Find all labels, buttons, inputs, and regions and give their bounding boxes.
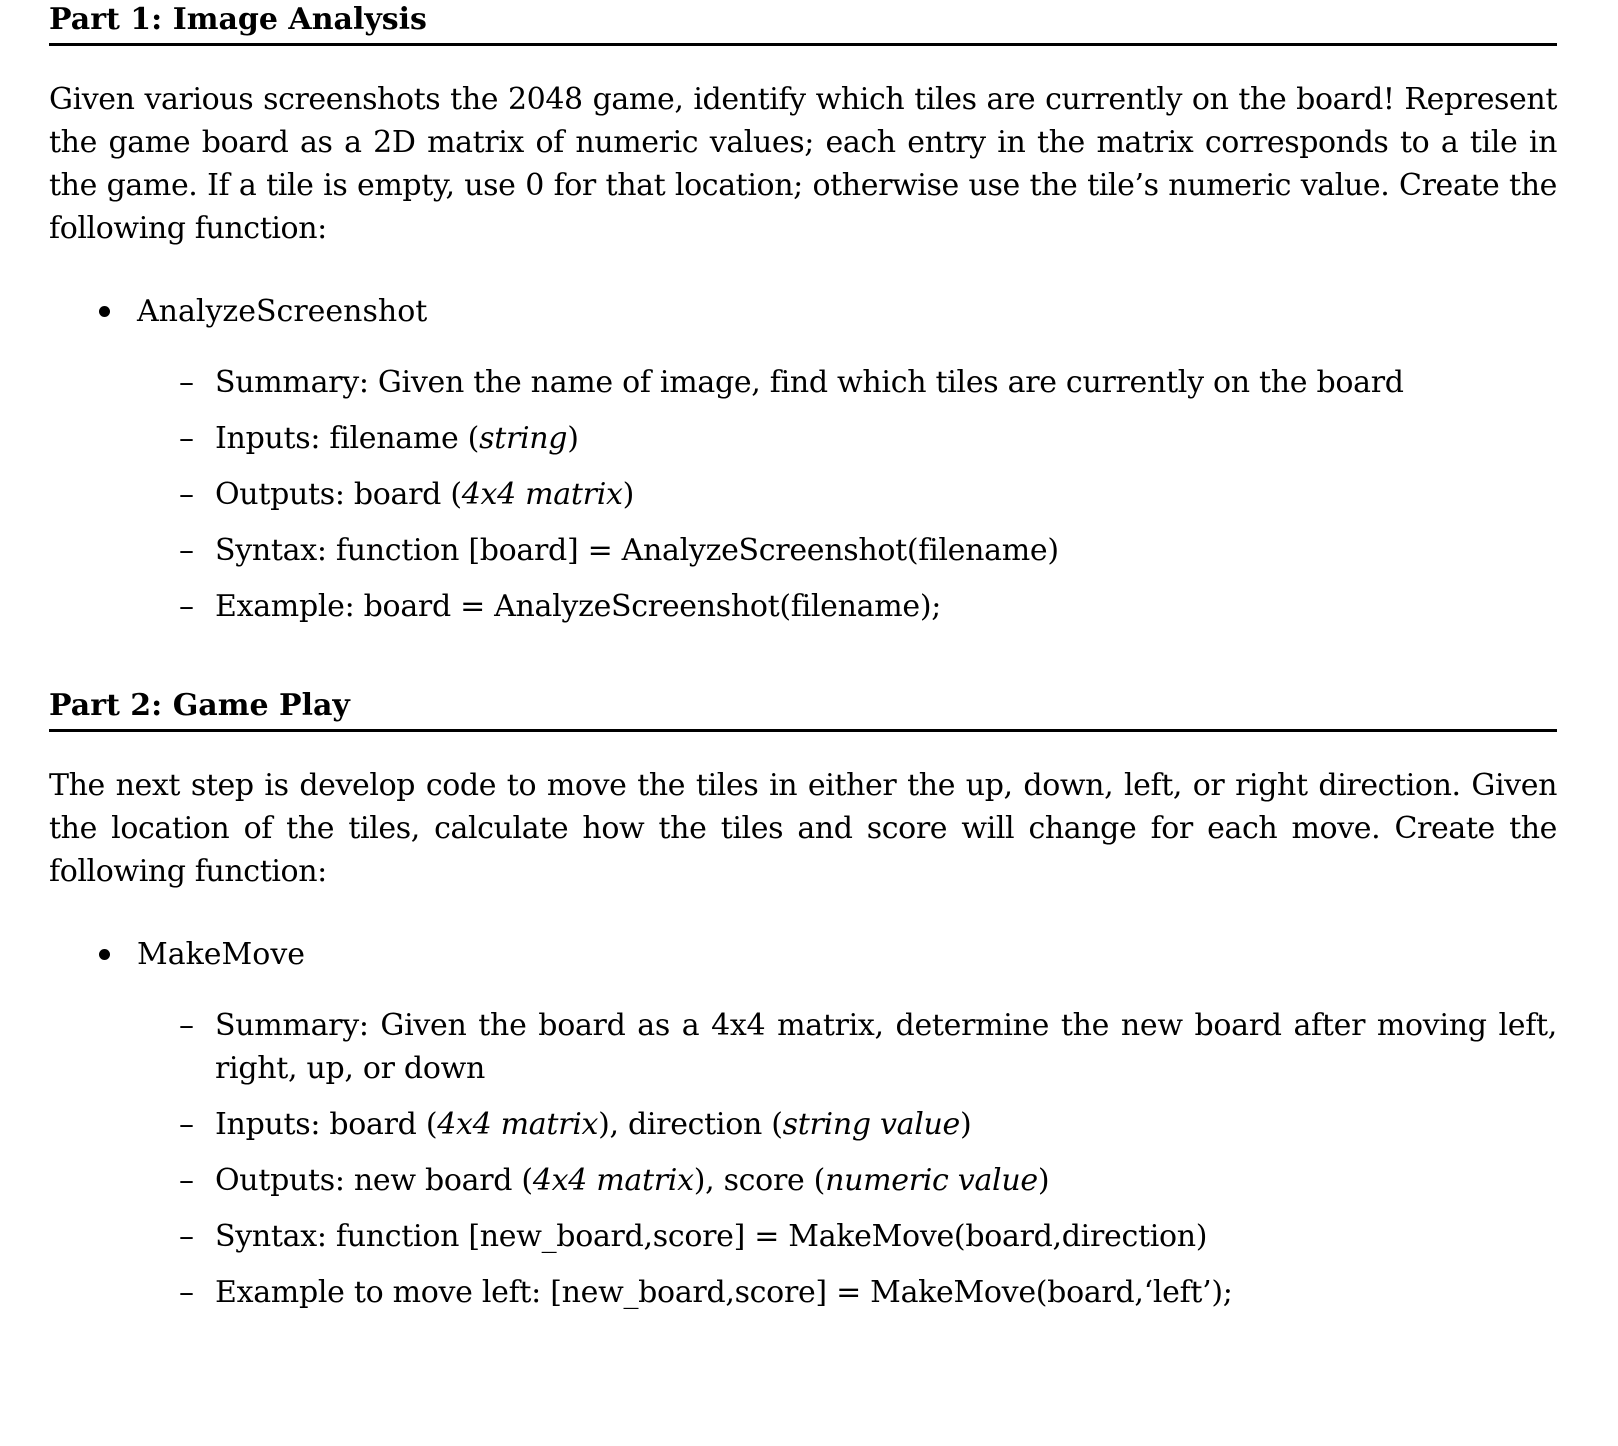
- part2-syntax-item: [179, 1215, 1557, 1258]
- part2-outputs-suffix: ): [1037, 1163, 1050, 1198]
- part2-heading: Part 2: Game Play: [49, 688, 1557, 732]
- part2-summary-text: Summary: Given the board as a 4x4 matrix, determine the new board after moving left, right, up, or down: [215, 1008, 1557, 1086]
- bullet-dot: [99, 949, 110, 960]
- part2-inputs-type1: 4x4 matrix: [437, 1107, 599, 1142]
- part1-function-bullet: [97, 290, 1557, 333]
- part1-outputs-suffix: ): [622, 477, 635, 512]
- part1-inputs-item: [179, 417, 1557, 460]
- document-page: [49, 0, 1557, 1327]
- dash-marker: –: [179, 365, 194, 400]
- bullet-dot: [99, 306, 110, 317]
- part2-function-details: [49, 1004, 1557, 1314]
- part1-syntax-text: Syntax: function [board] = AnalyzeScreenshot(filename): [215, 533, 1059, 568]
- part1-example-text: Example: board = AnalyzeScreenshot(filename);: [215, 589, 942, 624]
- dash-marker: –: [179, 477, 194, 512]
- part2-outputs-type2: numeric value: [825, 1163, 1038, 1198]
- dash-marker: –: [179, 1163, 194, 1198]
- dash-marker: –: [179, 1219, 194, 1254]
- part2-outputs-type1: 4x4 matrix: [532, 1163, 694, 1198]
- part1-summary-item: [179, 361, 1557, 404]
- part2-intro-paragraph: The next step is develop code to move the tiles in either the up, down, left, or right direction. Given the location of the tiles, calculate how the tiles and score will change for each move. Create the following function:: [49, 768, 1557, 889]
- part1-syntax-item: [179, 529, 1557, 572]
- part2-inputs-suffix: ): [960, 1107, 972, 1142]
- part1-example-item: [179, 585, 1557, 628]
- part1-inputs-type: string: [479, 421, 568, 456]
- part1-function-name: AnalyzeScreenshot: [137, 294, 428, 329]
- part2-inputs-mid: ), direction (: [598, 1107, 783, 1142]
- part1-inputs-prefix: Inputs: filename (: [215, 421, 480, 456]
- part2-outputs-item: [179, 1159, 1557, 1202]
- part2-syntax-text: Syntax: function [new_board,score] = MakeMove(board,direction): [215, 1219, 1208, 1254]
- part1-intro-paragraph: Given various screenshots the 2048 game, identify which tiles are currently on the board! Represent the game board as a 2D matrix of numeric values; each entry in the matrix corresponds to a tile in the game. If a tile is empty, use 0 for that location; otherwise use the tile’s numeric value. Create the following function:: [49, 82, 1557, 246]
- part1-outputs-type: 4x4 matrix: [461, 477, 623, 512]
- part1-function-details: [49, 361, 1557, 628]
- part2-inputs-prefix: Inputs: board (: [215, 1107, 438, 1142]
- dash-marker: –: [179, 589, 194, 624]
- part1-summary-text: Summary: Given the name of image, find which tiles are currently on the board: [215, 365, 1404, 400]
- part1-heading: Part 1: Image Analysis: [49, 2, 1557, 46]
- part2-function-bullet: [97, 933, 1557, 976]
- dash-marker: –: [179, 1275, 194, 1310]
- dash-marker: –: [179, 533, 194, 568]
- part1-outputs-prefix: Outputs: board (: [215, 477, 462, 512]
- dash-marker: –: [179, 1008, 194, 1043]
- part2-inputs-item: [179, 1103, 1557, 1146]
- part1-outputs-item: [179, 473, 1557, 516]
- part2-outputs-mid: ), score (: [693, 1163, 826, 1198]
- dash-marker: –: [179, 421, 194, 456]
- part2-outputs-prefix: Outputs: new board (: [215, 1163, 533, 1198]
- part2-example-text: Example to move left: [new_board,score] = MakeMove(board,‘left’);: [215, 1275, 1233, 1310]
- part1-inputs-suffix: ): [567, 421, 579, 456]
- part2-summary-item: [179, 1004, 1557, 1090]
- part2-example-item: [179, 1271, 1557, 1314]
- part2-inputs-type2: string value: [782, 1107, 961, 1142]
- dash-marker: –: [179, 1107, 194, 1142]
- part2-function-name: MakeMove: [137, 937, 306, 972]
